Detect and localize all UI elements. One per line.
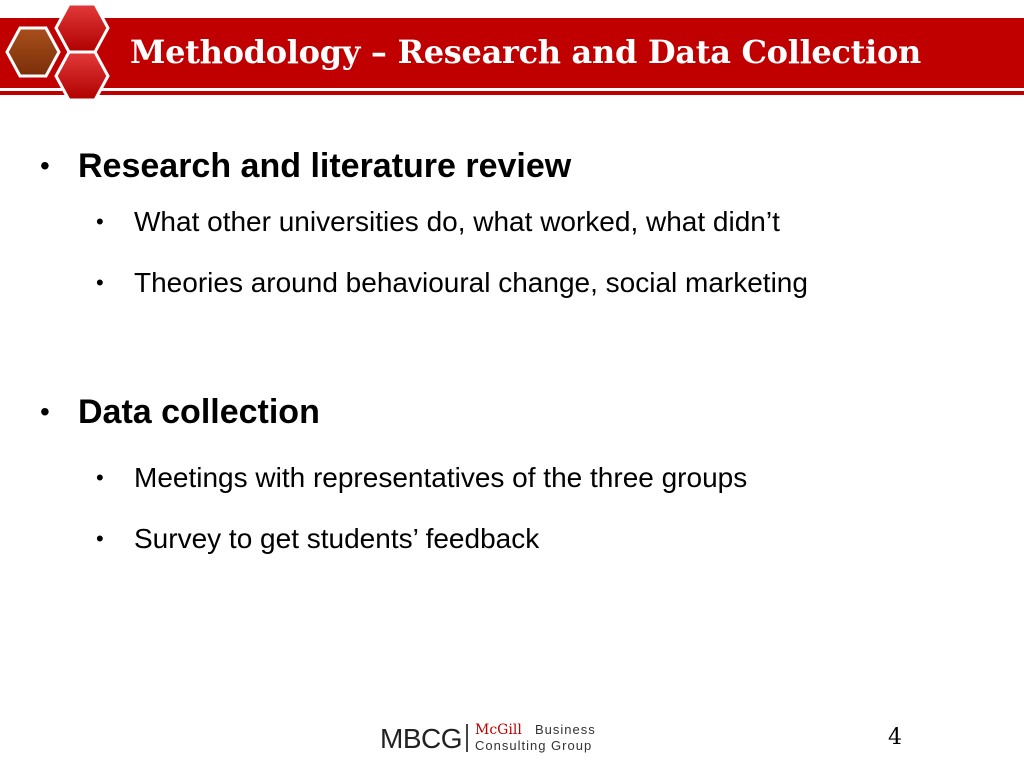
slide-title: Methodology – Research and Data Collection [130, 33, 922, 71]
bullet-icon: • [40, 150, 50, 181]
list-item-text: Meetings with representatives of the three groups [134, 462, 748, 493]
list-item-text: Theories around behavioural change, social marketing [134, 267, 808, 298]
hex-left [7, 28, 59, 76]
hex-bottom [56, 52, 108, 100]
section-heading-text: Data collection [78, 393, 320, 431]
bullet-icon: • [96, 270, 104, 295]
logo-divider [466, 724, 468, 752]
bullet-icon: • [96, 465, 104, 490]
logo-business: Business [535, 722, 596, 737]
section-heading-text: Research and literature review [78, 147, 572, 185]
list-item-text: Survey to get students’ feedback [134, 523, 540, 554]
logo-mark: MBCG [380, 723, 462, 754]
bullet-icon: • [96, 526, 104, 551]
title-underline [0, 91, 1024, 95]
logo-mcgill: McGill [475, 722, 522, 738]
hex-top [56, 4, 108, 52]
bullet-icon: • [40, 396, 50, 427]
logo-consulting: Consulting Group [475, 738, 593, 753]
page-number: 4 [888, 725, 902, 750]
bullet-icon: • [96, 209, 104, 234]
mbcg-logo [380, 722, 620, 756]
list-item-text: What other universities do, what worked, what didn’t [134, 206, 780, 237]
hexagon-logo-icon [0, 0, 120, 104]
